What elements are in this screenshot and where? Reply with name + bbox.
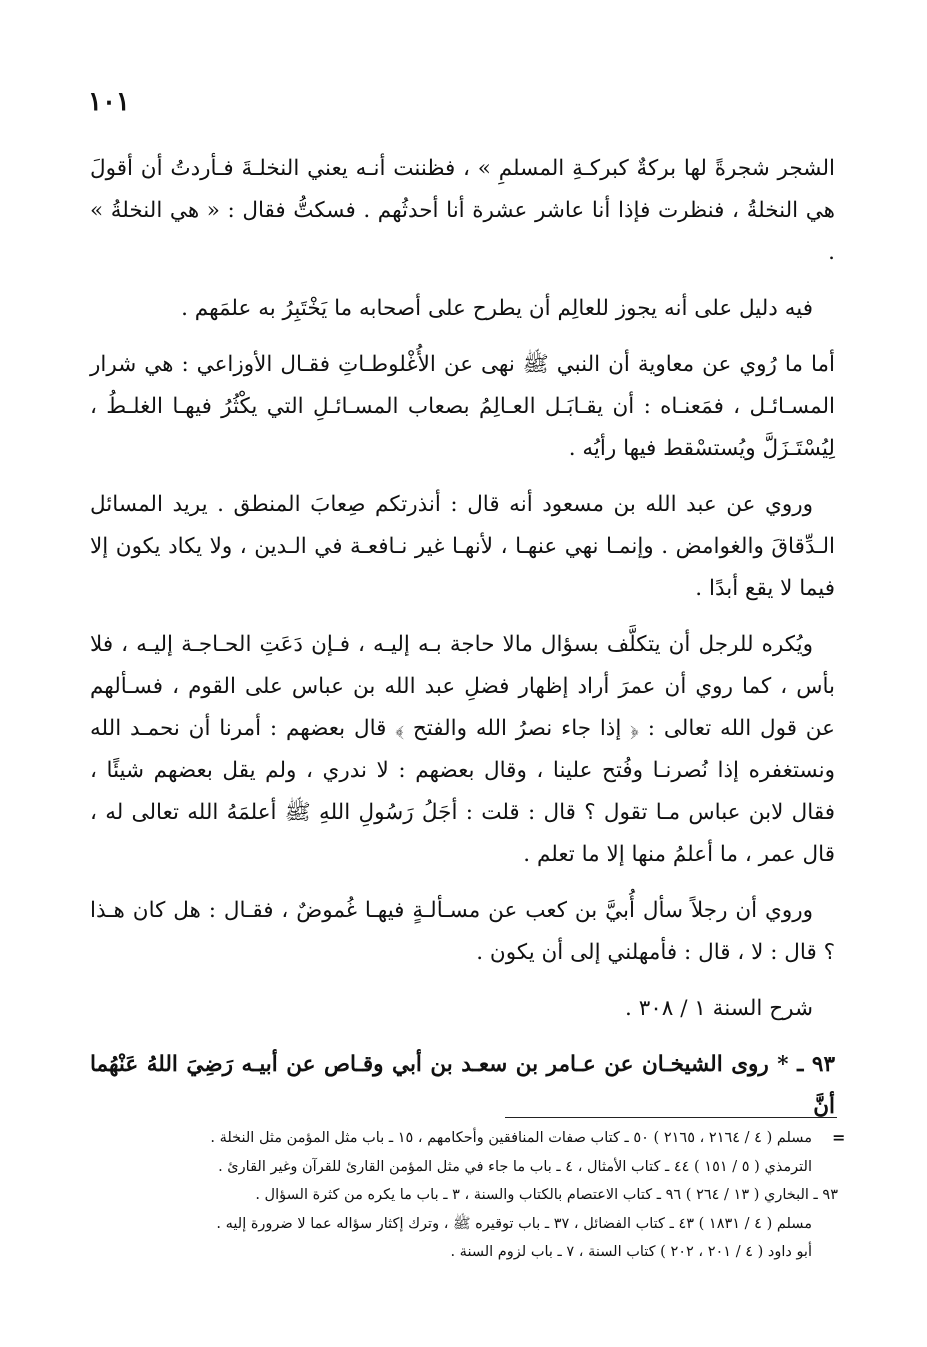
footnote-line: الترمذي ( ٥ / ١٥١ ) ٤٤ ـ كتاب الأمثال ، ٤ ـ باب ما جاء في مثل المؤمن القارئ للقرآن وغير القارئ . — [218, 1158, 812, 1175]
footnote-continuation-marker: = — [832, 1128, 846, 1147]
paragraph-hadith-continuation: الشجر شجرةً لها بركةٌ كبركـةِ المسلمِ » ، فظننت أنـه يعني النخلـةَ فـأردتُ أن أقولَ هي النخلةُ ، فنظرت فإذا أنا عاشر عشرة أنا أحدثُهم . فسكتُّ فقال : « هي النخلةُ » . — [90, 156, 835, 265]
page-number: ١٠١ — [88, 87, 130, 117]
footnote-line: ٩٣ ـ البخاري ( ١٣ / ٢٦٤ ) ٩٦ ـ كتاب الاعتصام بالكتاب والسنة ، ٣ ـ باب ما يكره من كثرة السؤال . — [255, 1187, 838, 1203]
paragraph-aghlutat: أما ما رُوي عن معاوية أن النبي ﷺ نهى عن الأُغْلوطـاتِ فقـال الأوزاعي : هي شرار المسـائـل ، فمَعنـاه : أن يقـابَـل العـالِمُ بصعاب المسـائـلِ التي يكْثُرُ فيهـا الغلـطُ ، لِيُسْتَـزَلَّ ويُستسْقط فيها رأيُه . — [90, 352, 835, 461]
paragraph-ubayy-ibn-kab: وروي أن رجلاً سأل أُبيَّ بن كعب عن مسـألـةٍ فيهـا غُموضٌ ، فقـال : هل كان هـذا ؟ قال : لا ، قال : فأمهلني إلى أن يكون . — [90, 898, 835, 965]
paragraph-ibn-masud: وروي عن عبد الله بن مسعود أنه قال : أنذرتكم صِعابَ المنطق . يريد المسائل الـدِّقاقَ والغوامض . وإنمـا نهي عنهـا ، لأنهـا غير نـافعـة في الـدين ، ولا يكاد يكون إلا فيما لا يقع أبدًا . — [90, 492, 835, 601]
footnote-line: مسلم ( ٤ / ١٨٣١ ) ٤٣ ـ كتاب الفضائل ، ٣٧ ـ باب توقيره ﷺ ، وترك إكثار سؤاله عما لا ضرورة إليه . — [216, 1215, 812, 1232]
footnote-line: أبو داود ( ٤ / ٢٠١ ، ٢٠٢ ) كتاب السنة ، ٧ ـ باب لزوم السنة . — [450, 1244, 812, 1260]
hadith-93-heading: ٩٣ ـ * روى الشيخـان عن عـامر بن سعـد بن أبي وقـاص عن أبيـه رَضِيَ اللهُ عَنْهُما أنَّ — [90, 1052, 835, 1119]
footnote-divider — [505, 1117, 837, 1118]
footnotes — [120, 1124, 838, 1267]
paragraph-umar-ibn-abbas: ويُكره للرجل أن يتكلَّف بسؤال مالا حاجة بـه إليـه ، فـإن دَعَتِ الحـاجـة إليـه ، فلا بأس ، كما روي أن عمرَ أراد إظهار فضلِ عبد الله بن عباس على القوم ، فسـألهم عن قول الله تعالى : ﴿ إذا جاء نصرُ الله والفتح ﴾ قال بعضهم : أمرنا أن نحمـد الله ونستغفره إذا نُصرنـا وفُتح علينا ، وقال بعضهم : لا ندري ، ولم يقل بعضهم شيئًا ، فقال لابن عباس مـا تقول ؟ قال : قلت : أجَلُ رَسُولِ اللهِ ﷺ أعلمَهُ الله تعالى له ، قال عمر ، ما أعلمُ منها إلا ما تعلم . — [90, 632, 835, 867]
source-reference: شرح السنة ١ / ٣٠٨ . — [625, 996, 813, 1021]
footnote-line: مسلم ( ٤ / ٢١٦٤ ، ٢١٦٥ ) ٥٠ ـ كتاب صفات المنافقين وأحكامهم ، ١٥ ـ باب مثل المؤمن مثل النخلة . — [210, 1130, 812, 1146]
paragraph-commentary-testing: فيه دليل على أنه يجوز للعالِم أن يطرح على أصحابه ما يَخْتَبِرُ به علمَهم . — [181, 296, 813, 321]
body-text — [90, 148, 835, 1142]
